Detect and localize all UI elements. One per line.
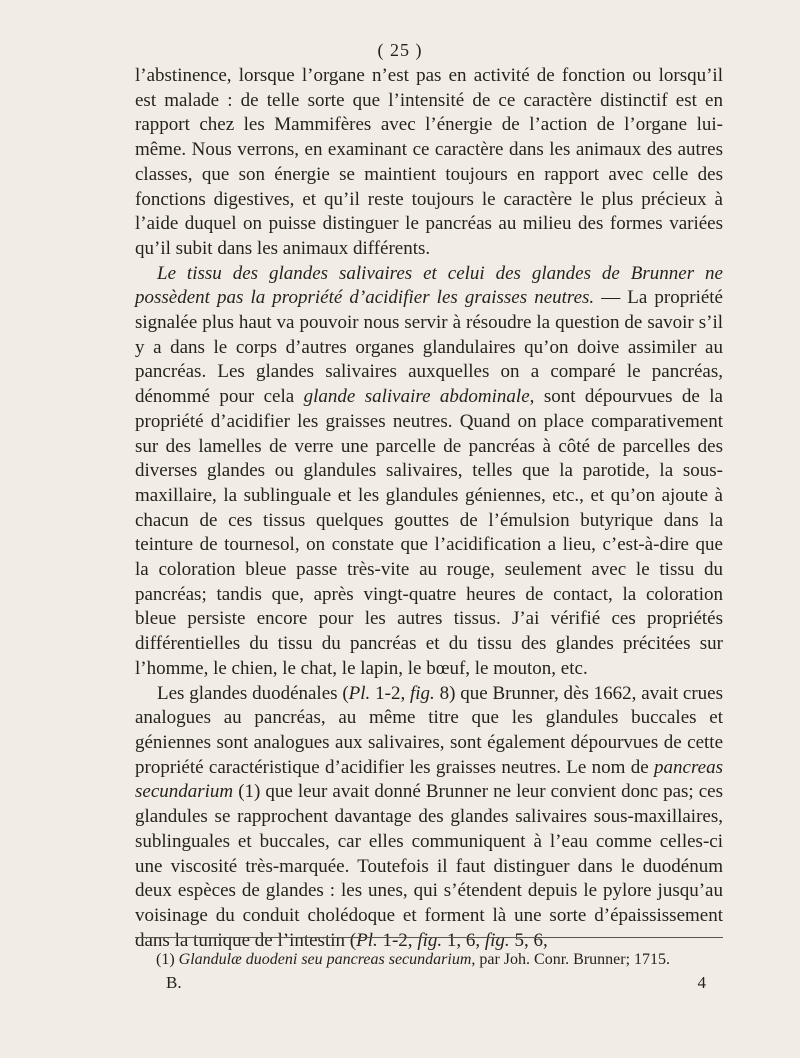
footnote-divider	[135, 937, 723, 938]
paragraph	[135, 262, 723, 682]
text-run: (1)	[156, 951, 179, 968]
italic-text: fig.	[410, 682, 435, 704]
text-run: 1, 6,	[442, 929, 485, 951]
italic-text: glande salivaire abdominale	[303, 386, 530, 408]
text-run: 1-2,	[377, 929, 418, 951]
text-run: Les glandes duodénales (	[157, 682, 349, 704]
text-run: (1) que leur avait donné Brunner ne leur convient donc pas; ces glandules se rapprochent davantage des glandes salivaires sous-maxillaires, sublinguales et buccales, car elles communiquent à l’eau comme celles-ci une viscosité très-marquée. Toutefois il faut distinguer dans le duodénum deux espèces de glandes : les unes, qui s’étendent depuis le pylore jusqu’au voisinage du conduit cholédoque et forment là une sorte d’épaississement dans la tunique de l’intestin (	[135, 781, 723, 951]
text-run: , sont dépourvues de la propriété d’acidifier les graisses neutres. Quand on place comparativement sur des lamelles de verre une parcelle de pancréas à côté de parcelles des diverses glandes ou glandules salivaires, telles que la parotide, la sous-maxillaire, la sublinguale et les glandules géniennes, etc., et qu’on ajoute à chacun de ces tissus quelques gouttes de l’émulsion butyrique dans la teinture de tournesol, on constate que l’acidification a lieu, c’est-à-dire que la coloration bleue passe très-vite au rouge, seulement avec le tissu du pancréas; tandis que, après vingt-quatre heures de contact, la coloration bleue persiste encore pour les autres tissus. J’ai vérifié ces propriétés différentielles du tissu du pancréas et du tissu des glandes précitées sur l’homme, le chien, le chat, le lapin, le bœuf, le mouton, etc.	[135, 386, 723, 679]
text-run: 5, 6,	[509, 929, 548, 951]
page-number: ( 25 )	[377, 40, 423, 60]
text-run: — La propriété signalée plus haut va pouvoir nous servir à résoudre la question de savoir s’il y a dans le corps d’autres organes glandulaires qu’on doive assimiler au pancréas. Les glandes salivaires auxquelles on a comparé le pancréas, dénommé pour cela	[135, 287, 723, 408]
text-run: 1-2,	[370, 682, 410, 704]
signature-number: 4	[697, 973, 706, 992]
italic-text: pancreas secundarium	[135, 756, 723, 803]
italic-text: fig.	[417, 929, 443, 951]
paragraph	[135, 682, 723, 954]
italic-text: Pl.	[348, 682, 371, 704]
text-run: , par Joh. Conr. Brunner; 1715.	[471, 951, 671, 968]
paragraph	[135, 64, 723, 262]
text-run: 8) que Brunner, dès 1662, avait crues analogues au pancréas, au même titre que les glandules buccales et géniennes sont analogues aux salivaires, sont également dépourvues de cette propriété caractéristique d’acidifier les graisses neutres. Le nom de	[135, 682, 723, 778]
footnote	[156, 950, 723, 970]
text-run: l’abstinence, lorsque l’organe n’est pas en activité de fonction ou lorsqu’il est malade : de telle sorte que l’intensité de ce caractère distinctif est en rapport chez les Mammifères avec l’énergie de l’action de l’organe lui-même. Nous verrons, en examinant ce caractère dans les animaux des autres classes, que son énergie se maintient toujours en rapport avec celle des fonctions digestives, et qu’il reste toujours le caractère le plus précieux à l’aide duquel on puisse distinguer le pancréas au milieu des formes variées qu’il subit dans les animaux différents.	[135, 65, 723, 259]
body-text	[135, 64, 723, 953]
signature-mark: B.	[166, 973, 182, 992]
italic-text: Le tissu des glandes salivaires et celui des glandes de Brunner ne possèdent pas la propriété d’acidifier les graisses neutres.	[135, 262, 723, 309]
italic-text: Pl.	[356, 929, 378, 951]
italic-text: fig.	[484, 929, 510, 951]
italic-text: Glandulæ duodeni seu pancreas secundarium	[178, 951, 472, 968]
